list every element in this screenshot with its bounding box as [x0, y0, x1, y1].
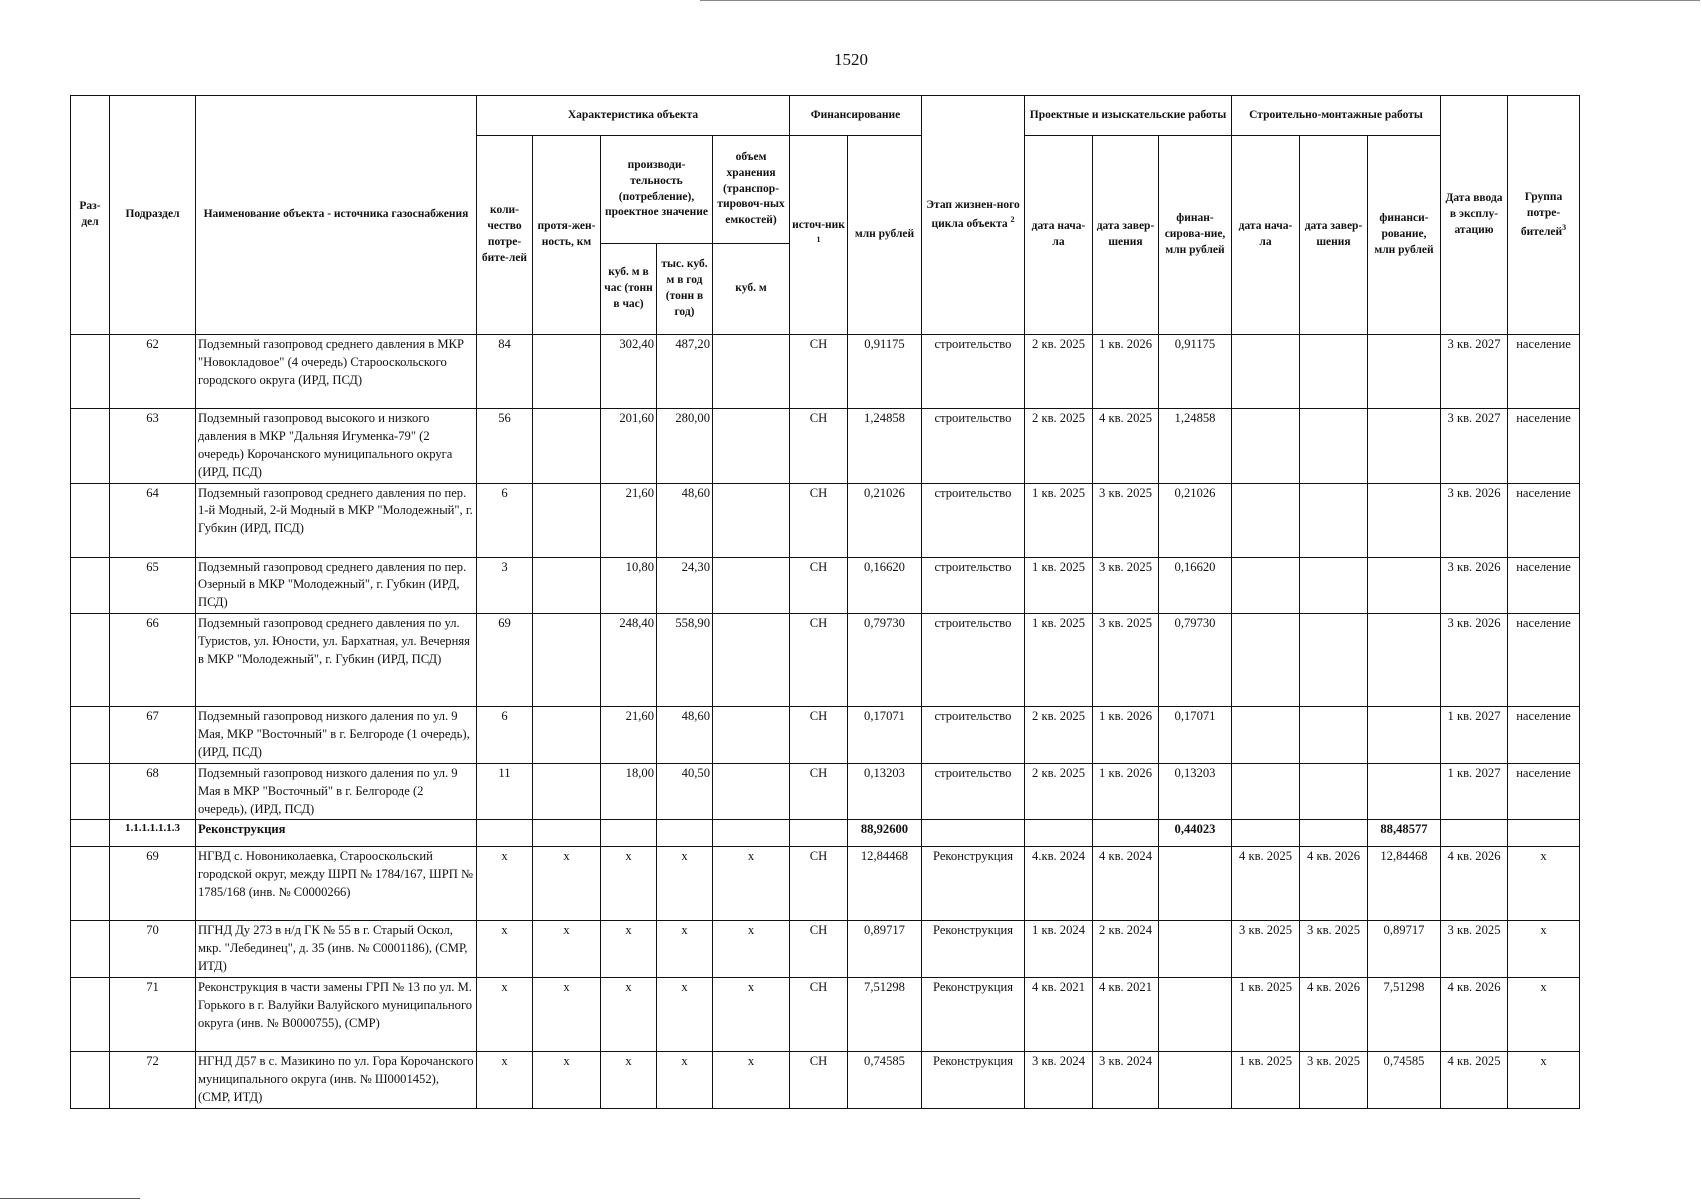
- empty-cell: [477, 820, 533, 847]
- header-construction-works: Строительно-монтажные работы: [1232, 96, 1441, 136]
- cell-capacity-hour: 302,40: [601, 335, 657, 409]
- cell-constr-end: [1300, 409, 1368, 484]
- cell-design-financing: 0,79730: [1159, 614, 1232, 707]
- empty-cell: [533, 820, 601, 847]
- cell-constr-end: [1300, 707, 1368, 764]
- cell-constr-end: [1300, 483, 1368, 557]
- cell-podrazdel: 63: [110, 409, 196, 484]
- cell-length: [533, 557, 601, 614]
- cell-length: х: [533, 978, 601, 1052]
- cell-storage: [713, 409, 790, 484]
- cell-commission-date: 3 кв. 2025: [1441, 921, 1508, 978]
- cell-design-end: 4 кв. 2021: [1093, 978, 1159, 1052]
- cell-financing: 0,16620: [848, 557, 922, 614]
- cell-object-name: Подземный газопровод среднего давления по пер. 1-й Модный, 2-й Модный в МКР "Молодежный", г. Губкин (ИРД, ПСД): [196, 483, 477, 557]
- cell-design-end: 4 кв. 2024: [1093, 847, 1159, 921]
- cell-commission-date: 1 кв. 2027: [1441, 707, 1508, 764]
- cell-razdel: [71, 847, 110, 921]
- cell-constr-financing: [1368, 483, 1441, 557]
- cell-commission-date: 4 кв. 2025: [1441, 1052, 1508, 1109]
- cell-design-start: 4.кв. 2024: [1025, 847, 1093, 921]
- cell-design-end: 1 кв. 2026: [1093, 335, 1159, 409]
- header-consumer-group: Группа потре-бителей$^3$: [1508, 96, 1580, 335]
- cell-design-financing: 0,91175: [1159, 335, 1232, 409]
- header-podrazdel: Подраздел: [110, 96, 196, 335]
- cell-length: [533, 409, 601, 484]
- table-row: [71, 335, 1580, 409]
- cell-razdel: [71, 335, 110, 409]
- cell-commission-date: 3 кв. 2026: [1441, 483, 1508, 557]
- cell-design-start: 2 кв. 2025: [1025, 763, 1093, 820]
- header-storage: объем хранения (транспор-тировоч-ных емкостей): [713, 136, 790, 244]
- cell-financing: 0,89717: [848, 921, 922, 978]
- cell-capacity-year: 24,30: [657, 557, 713, 614]
- empty-cell: [1093, 820, 1159, 847]
- cell-commission-date: 1 кв. 2027: [1441, 763, 1508, 820]
- cell-razdel: [71, 820, 110, 847]
- cell-razdel: [71, 409, 110, 484]
- section-design-financing: 0,44023: [1159, 820, 1232, 847]
- top-rule: [700, 0, 1700, 1]
- cell-constr-end: 3 кв. 2025: [1300, 921, 1368, 978]
- cell-storage: [713, 483, 790, 557]
- cell-object-name: Подземный газопровод среднего давления по пер. Озерный в МКР "Молодежный", г. Губкин (ИРД, ПСД): [196, 557, 477, 614]
- cell-length: х: [533, 921, 601, 978]
- cell-design-end: 3 кв. 2025: [1093, 557, 1159, 614]
- cell-capacity-year: 48,60: [657, 707, 713, 764]
- cell-object-name: Реконструкция в части замены ГРП № 13 по ул. М. Горького в г. Валуйки Валуйского муниципального округа (инв. № В0000755), (СМР): [196, 978, 477, 1052]
- cell-razdel: [71, 707, 110, 764]
- cell-lifecycle: Реконструкция: [922, 978, 1025, 1052]
- cell-storage: х: [713, 978, 790, 1052]
- table-row: [71, 978, 1580, 1052]
- cell-object-name: ПГНД Ду 273 в н/д ГК № 55 в г. Старый Оскол, мкр. "Лебединец", д. 35 (инв. № С0001186), (СМР, ИТД): [196, 921, 477, 978]
- cell-razdel: [71, 483, 110, 557]
- table-row: [71, 921, 1580, 978]
- empty-cell: [657, 820, 713, 847]
- empty-cell: [713, 820, 790, 847]
- section-name: Реконструкция: [196, 820, 477, 847]
- table-row: [71, 557, 1580, 614]
- empty-cell: [601, 820, 657, 847]
- cell-source: СН: [790, 1052, 848, 1109]
- cell-financing: 0,74585: [848, 1052, 922, 1109]
- cell-capacity-year: х: [657, 921, 713, 978]
- cell-razdel: [71, 978, 110, 1052]
- cell-constr-start: 1 кв. 2025: [1232, 1052, 1300, 1109]
- cell-design-financing: 1,24858: [1159, 409, 1232, 484]
- cell-object-name: Подземный газопровод высокого и низкого давления в МКР "Дальняя Игуменка-79" (2 очередь) Корочанского муниципального округа (ИРД, ПСД): [196, 409, 477, 484]
- cell-podrazdel: 65: [110, 557, 196, 614]
- cell-podrazdel: 66: [110, 614, 196, 707]
- cell-commission-date: 3 кв. 2027: [1441, 335, 1508, 409]
- cell-lifecycle: строительство: [922, 614, 1025, 707]
- header-design-financing: финан-сирова-ние, млн рублей: [1159, 136, 1232, 335]
- cell-source: СН: [790, 847, 848, 921]
- cell-storage: [713, 707, 790, 764]
- cell-length: [533, 614, 601, 707]
- empty-cell: [1300, 820, 1368, 847]
- table-body: [71, 335, 1580, 1109]
- cell-design-financing: 0,16620: [1159, 557, 1232, 614]
- table-row: [71, 1052, 1580, 1109]
- cell-constr-financing: 7,51298: [1368, 978, 1441, 1052]
- cell-constr-end: [1300, 335, 1368, 409]
- cell-storage: [713, 614, 790, 707]
- cell-capacity-hour: 10,80: [601, 557, 657, 614]
- cell-storage: х: [713, 847, 790, 921]
- cell-constr-financing: [1368, 557, 1441, 614]
- cell-capacity-hour: х: [601, 847, 657, 921]
- cell-object-name: Подземный газопровод среднего давления по ул. Туристов, ул. Юности, ул. Бархатная, ул. Вечерняя в МКР "Молодежный", г. Губкин (ИРД, ПСД): [196, 614, 477, 707]
- cell-lifecycle: строительство: [922, 335, 1025, 409]
- cell-object-name: Подземный газопровод низкого даления по ул. 9 Мая в МКР "Восточный" в г. Белгороде (2 очередь), (ИРД, ПСД): [196, 763, 477, 820]
- cell-capacity-hour: х: [601, 921, 657, 978]
- cell-source: СН: [790, 614, 848, 707]
- header-consumers-count: коли-чество потре-бите-лей: [477, 136, 533, 335]
- cell-storage: [713, 335, 790, 409]
- cell-constr-financing: [1368, 335, 1441, 409]
- header-razdel: Раз-дел: [71, 96, 110, 335]
- cell-lifecycle: Реконструкция: [922, 847, 1025, 921]
- cell-consumers: 84: [477, 335, 533, 409]
- cell-consumers: 69: [477, 614, 533, 707]
- cell-consumer-group: население: [1508, 409, 1580, 484]
- cell-constr-end: 4 кв. 2026: [1300, 978, 1368, 1052]
- empty-cell: [1025, 820, 1093, 847]
- cell-object-name: Подземный газопровод низкого даления по ул. 9 Мая, МКР "Восточный" в г. Белгороде (1 очередь), (ИРД, ПСД): [196, 707, 477, 764]
- cell-podrazdel: 69: [110, 847, 196, 921]
- cell-design-financing: 0,13203: [1159, 763, 1232, 820]
- header-constr-financing: финанси-рование, млн рублей: [1368, 136, 1441, 335]
- cell-design-end: 3 кв. 2025: [1093, 483, 1159, 557]
- cell-lifecycle: строительство: [922, 409, 1025, 484]
- cell-lifecycle: строительство: [922, 483, 1025, 557]
- empty-cell: [1508, 820, 1580, 847]
- cell-constr-end: [1300, 763, 1368, 820]
- cell-capacity-hour: 21,60: [601, 707, 657, 764]
- cell-design-financing: 0,21026: [1159, 483, 1232, 557]
- page-number: 1520: [834, 50, 868, 69]
- cell-capacity-year: 280,00: [657, 409, 713, 484]
- cell-commission-date: 4 кв. 2026: [1441, 978, 1508, 1052]
- cell-source: СН: [790, 483, 848, 557]
- header-storage-unit: куб. м: [713, 244, 790, 335]
- cell-capacity-year: 558,90: [657, 614, 713, 707]
- header-capacity: производи-тельность (потребление), проектное значение: [601, 136, 713, 244]
- cell-consumer-group: население: [1508, 483, 1580, 557]
- cell-source: СН: [790, 763, 848, 820]
- cell-source: СН: [790, 557, 848, 614]
- header-length: протя-жен-ность, км: [533, 136, 601, 335]
- cell-financing: 0,17071: [848, 707, 922, 764]
- cell-financing: 0,21026: [848, 483, 922, 557]
- cell-capacity-year: х: [657, 847, 713, 921]
- cell-consumers: х: [477, 847, 533, 921]
- gas-supply-table: [70, 95, 1580, 1109]
- cell-length: [533, 707, 601, 764]
- cell-design-financing: [1159, 978, 1232, 1052]
- cell-constr-end: 3 кв. 2025: [1300, 1052, 1368, 1109]
- cell-design-end: 3 кв. 2024: [1093, 1052, 1159, 1109]
- cell-storage: х: [713, 1052, 790, 1109]
- header-design-end: дата завер-шения: [1093, 136, 1159, 335]
- empty-cell: [1441, 820, 1508, 847]
- cell-storage: [713, 763, 790, 820]
- cell-financing: 12,84468: [848, 847, 922, 921]
- header-capacity-hour: куб. м в час (тонн в час): [601, 244, 657, 335]
- cell-razdel: [71, 921, 110, 978]
- section-constr-financing: 88,48577: [1368, 820, 1441, 847]
- cell-podrazdel: 68: [110, 763, 196, 820]
- cell-razdel: [71, 1052, 110, 1109]
- cell-consumer-group: население: [1508, 335, 1580, 409]
- cell-constr-financing: [1368, 409, 1441, 484]
- cell-storage: х: [713, 921, 790, 978]
- cell-constr-start: [1232, 557, 1300, 614]
- cell-financing: 1,24858: [848, 409, 922, 484]
- cell-commission-date: 3 кв. 2027: [1441, 409, 1508, 484]
- cell-lifecycle: строительство: [922, 707, 1025, 764]
- cell-design-start: 1 кв. 2025: [1025, 614, 1093, 707]
- header-design-works: Проектные и изыскательские работы: [1025, 96, 1232, 136]
- header-capacity-year: тыс. куб. м в год (тонн в год): [657, 244, 713, 335]
- cell-podrazdel: 70: [110, 921, 196, 978]
- cell-constr-start: [1232, 483, 1300, 557]
- header-design-start: дата нача-ла: [1025, 136, 1093, 335]
- cell-capacity-year: х: [657, 978, 713, 1052]
- header-characteristics: Характеристика объекта: [477, 96, 790, 136]
- cell-consumers: х: [477, 921, 533, 978]
- cell-design-end: 4 кв. 2025: [1093, 409, 1159, 484]
- cell-commission-date: 3 кв. 2026: [1441, 614, 1508, 707]
- cell-design-financing: [1159, 1052, 1232, 1109]
- cell-consumers: 3: [477, 557, 533, 614]
- cell-design-financing: [1159, 847, 1232, 921]
- cell-capacity-hour: х: [601, 1052, 657, 1109]
- table-row: [71, 483, 1580, 557]
- cell-capacity-year: 40,50: [657, 763, 713, 820]
- cell-capacity-hour: 18,00: [601, 763, 657, 820]
- cell-constr-end: 4 кв. 2026: [1300, 847, 1368, 921]
- cell-constr-financing: [1368, 614, 1441, 707]
- cell-consumer-group: население: [1508, 763, 1580, 820]
- cell-constr-start: [1232, 763, 1300, 820]
- empty-cell: [1232, 820, 1300, 847]
- cell-source: СН: [790, 707, 848, 764]
- cell-source: СН: [790, 335, 848, 409]
- cell-length: [533, 483, 601, 557]
- cell-consumer-group: население: [1508, 557, 1580, 614]
- empty-cell: [922, 820, 1025, 847]
- section-code: 1.1.1.1.1.1.3: [110, 820, 196, 847]
- cell-lifecycle: строительство: [922, 763, 1025, 820]
- cell-design-end: 1 кв. 2026: [1093, 707, 1159, 764]
- cell-constr-end: [1300, 557, 1368, 614]
- cell-consumer-group: х: [1508, 1052, 1580, 1109]
- cell-constr-financing: 0,74585: [1368, 1052, 1441, 1109]
- cell-commission-date: 4 кв. 2026: [1441, 847, 1508, 921]
- cell-consumers: 6: [477, 707, 533, 764]
- cell-design-financing: [1159, 921, 1232, 978]
- cell-podrazdel: 62: [110, 335, 196, 409]
- header-constr-start: дата нача-ла: [1232, 136, 1300, 335]
- table-row: [71, 614, 1580, 707]
- cell-design-start: 2 кв. 2025: [1025, 409, 1093, 484]
- cell-capacity-hour: х: [601, 978, 657, 1052]
- cell-design-financing: 0,17071: [1159, 707, 1232, 764]
- header-lifecycle: Этап жизнен-ного цикла объекта $^2$: [922, 96, 1025, 335]
- table-header: [71, 96, 1580, 335]
- header-mln-rub: млн рублей: [848, 136, 922, 335]
- cell-consumer-group: население: [1508, 614, 1580, 707]
- cell-constr-financing: 12,84468: [1368, 847, 1441, 921]
- cell-source: СН: [790, 978, 848, 1052]
- table-row: [71, 763, 1580, 820]
- cell-lifecycle: Реконструкция: [922, 921, 1025, 978]
- cell-constr-financing: [1368, 707, 1441, 764]
- cell-design-end: 2 кв. 2024: [1093, 921, 1159, 978]
- cell-constr-start: 4 кв. 2025: [1232, 847, 1300, 921]
- header-object-name: Наименование объекта - источника газоснабжения: [196, 96, 477, 335]
- cell-consumers: 11: [477, 763, 533, 820]
- cell-constr-financing: [1368, 763, 1441, 820]
- cell-razdel: [71, 763, 110, 820]
- cell-object-name: НГНД Д57 в с. Мазикино по ул. Гора Корочанского муниципального округа (инв. № Ш0001452), (СМР, ИТД): [196, 1052, 477, 1109]
- section-financing: 88,92600: [848, 820, 922, 847]
- cell-capacity-hour: 21,60: [601, 483, 657, 557]
- cell-consumers: 56: [477, 409, 533, 484]
- cell-commission-date: 3 кв. 2026: [1441, 557, 1508, 614]
- cell-design-start: 1 кв. 2024: [1025, 921, 1093, 978]
- cell-length: [533, 335, 601, 409]
- cell-design-start: 2 кв. 2025: [1025, 707, 1093, 764]
- bottom-rule: [0, 1198, 140, 1199]
- cell-consumers: х: [477, 978, 533, 1052]
- cell-podrazdel: 72: [110, 1052, 196, 1109]
- cell-capacity-hour: 248,40: [601, 614, 657, 707]
- cell-constr-start: [1232, 707, 1300, 764]
- header-financing: Финансирование: [790, 96, 922, 136]
- cell-capacity-year: 487,20: [657, 335, 713, 409]
- cell-financing: 7,51298: [848, 978, 922, 1052]
- cell-constr-start: [1232, 614, 1300, 707]
- table-row: [71, 847, 1580, 921]
- cell-razdel: [71, 557, 110, 614]
- cell-podrazdel: 71: [110, 978, 196, 1052]
- cell-source: СН: [790, 409, 848, 484]
- cell-design-start: 1 кв. 2025: [1025, 557, 1093, 614]
- empty-cell: [790, 820, 848, 847]
- cell-constr-start: [1232, 335, 1300, 409]
- cell-constr-start: 3 кв. 2025: [1232, 921, 1300, 978]
- table-row: [71, 409, 1580, 484]
- cell-constr-start: [1232, 409, 1300, 484]
- cell-design-start: 1 кв. 2025: [1025, 483, 1093, 557]
- header-source: источ-ник $^1$: [790, 136, 848, 335]
- cell-storage: [713, 557, 790, 614]
- cell-design-end: 3 кв. 2025: [1093, 614, 1159, 707]
- cell-lifecycle: строительство: [922, 557, 1025, 614]
- cell-design-start: 2 кв. 2025: [1025, 335, 1093, 409]
- cell-length: х: [533, 847, 601, 921]
- cell-capacity-year: х: [657, 1052, 713, 1109]
- header-constr-end: дата завер-шения: [1300, 136, 1368, 335]
- cell-capacity-year: 48,60: [657, 483, 713, 557]
- cell-consumer-group: х: [1508, 847, 1580, 921]
- cell-consumer-group: х: [1508, 921, 1580, 978]
- cell-source: СН: [790, 921, 848, 978]
- cell-consumers: 6: [477, 483, 533, 557]
- cell-podrazdel: 64: [110, 483, 196, 557]
- cell-financing: 0,79730: [848, 614, 922, 707]
- cell-length: [533, 763, 601, 820]
- cell-consumers: х: [477, 1052, 533, 1109]
- cell-consumer-group: х: [1508, 978, 1580, 1052]
- cell-design-end: 1 кв. 2026: [1093, 763, 1159, 820]
- table-row: [71, 707, 1580, 764]
- cell-constr-financing: 0,89717: [1368, 921, 1441, 978]
- cell-constr-end: [1300, 614, 1368, 707]
- cell-length: х: [533, 1052, 601, 1109]
- cell-consumer-group: население: [1508, 707, 1580, 764]
- cell-podrazdel: 67: [110, 707, 196, 764]
- cell-object-name: НГВД с. Новониколаевка, Старооскольский городской округ, между ШРП № 1784/167, ШРП № 1785/168 (инв. № С0000266): [196, 847, 477, 921]
- cell-financing: 0,91175: [848, 335, 922, 409]
- cell-constr-start: 1 кв. 2025: [1232, 978, 1300, 1052]
- cell-design-start: 3 кв. 2024: [1025, 1052, 1093, 1109]
- cell-financing: 0,13203: [848, 763, 922, 820]
- cell-object-name: Подземный газопровод среднего давления в МКР "Новокладовое" (4 очередь) Старооскольского городского округа (ИРД, ПСД): [196, 335, 477, 409]
- cell-capacity-hour: 201,60: [601, 409, 657, 484]
- header-commission-date: Дата ввода в эксплу-атацию: [1441, 96, 1508, 335]
- cell-lifecycle: Реконструкция: [922, 1052, 1025, 1109]
- cell-razdel: [71, 614, 110, 707]
- cell-design-start: 4 кв. 2021: [1025, 978, 1093, 1052]
- section-row: [71, 820, 1580, 847]
